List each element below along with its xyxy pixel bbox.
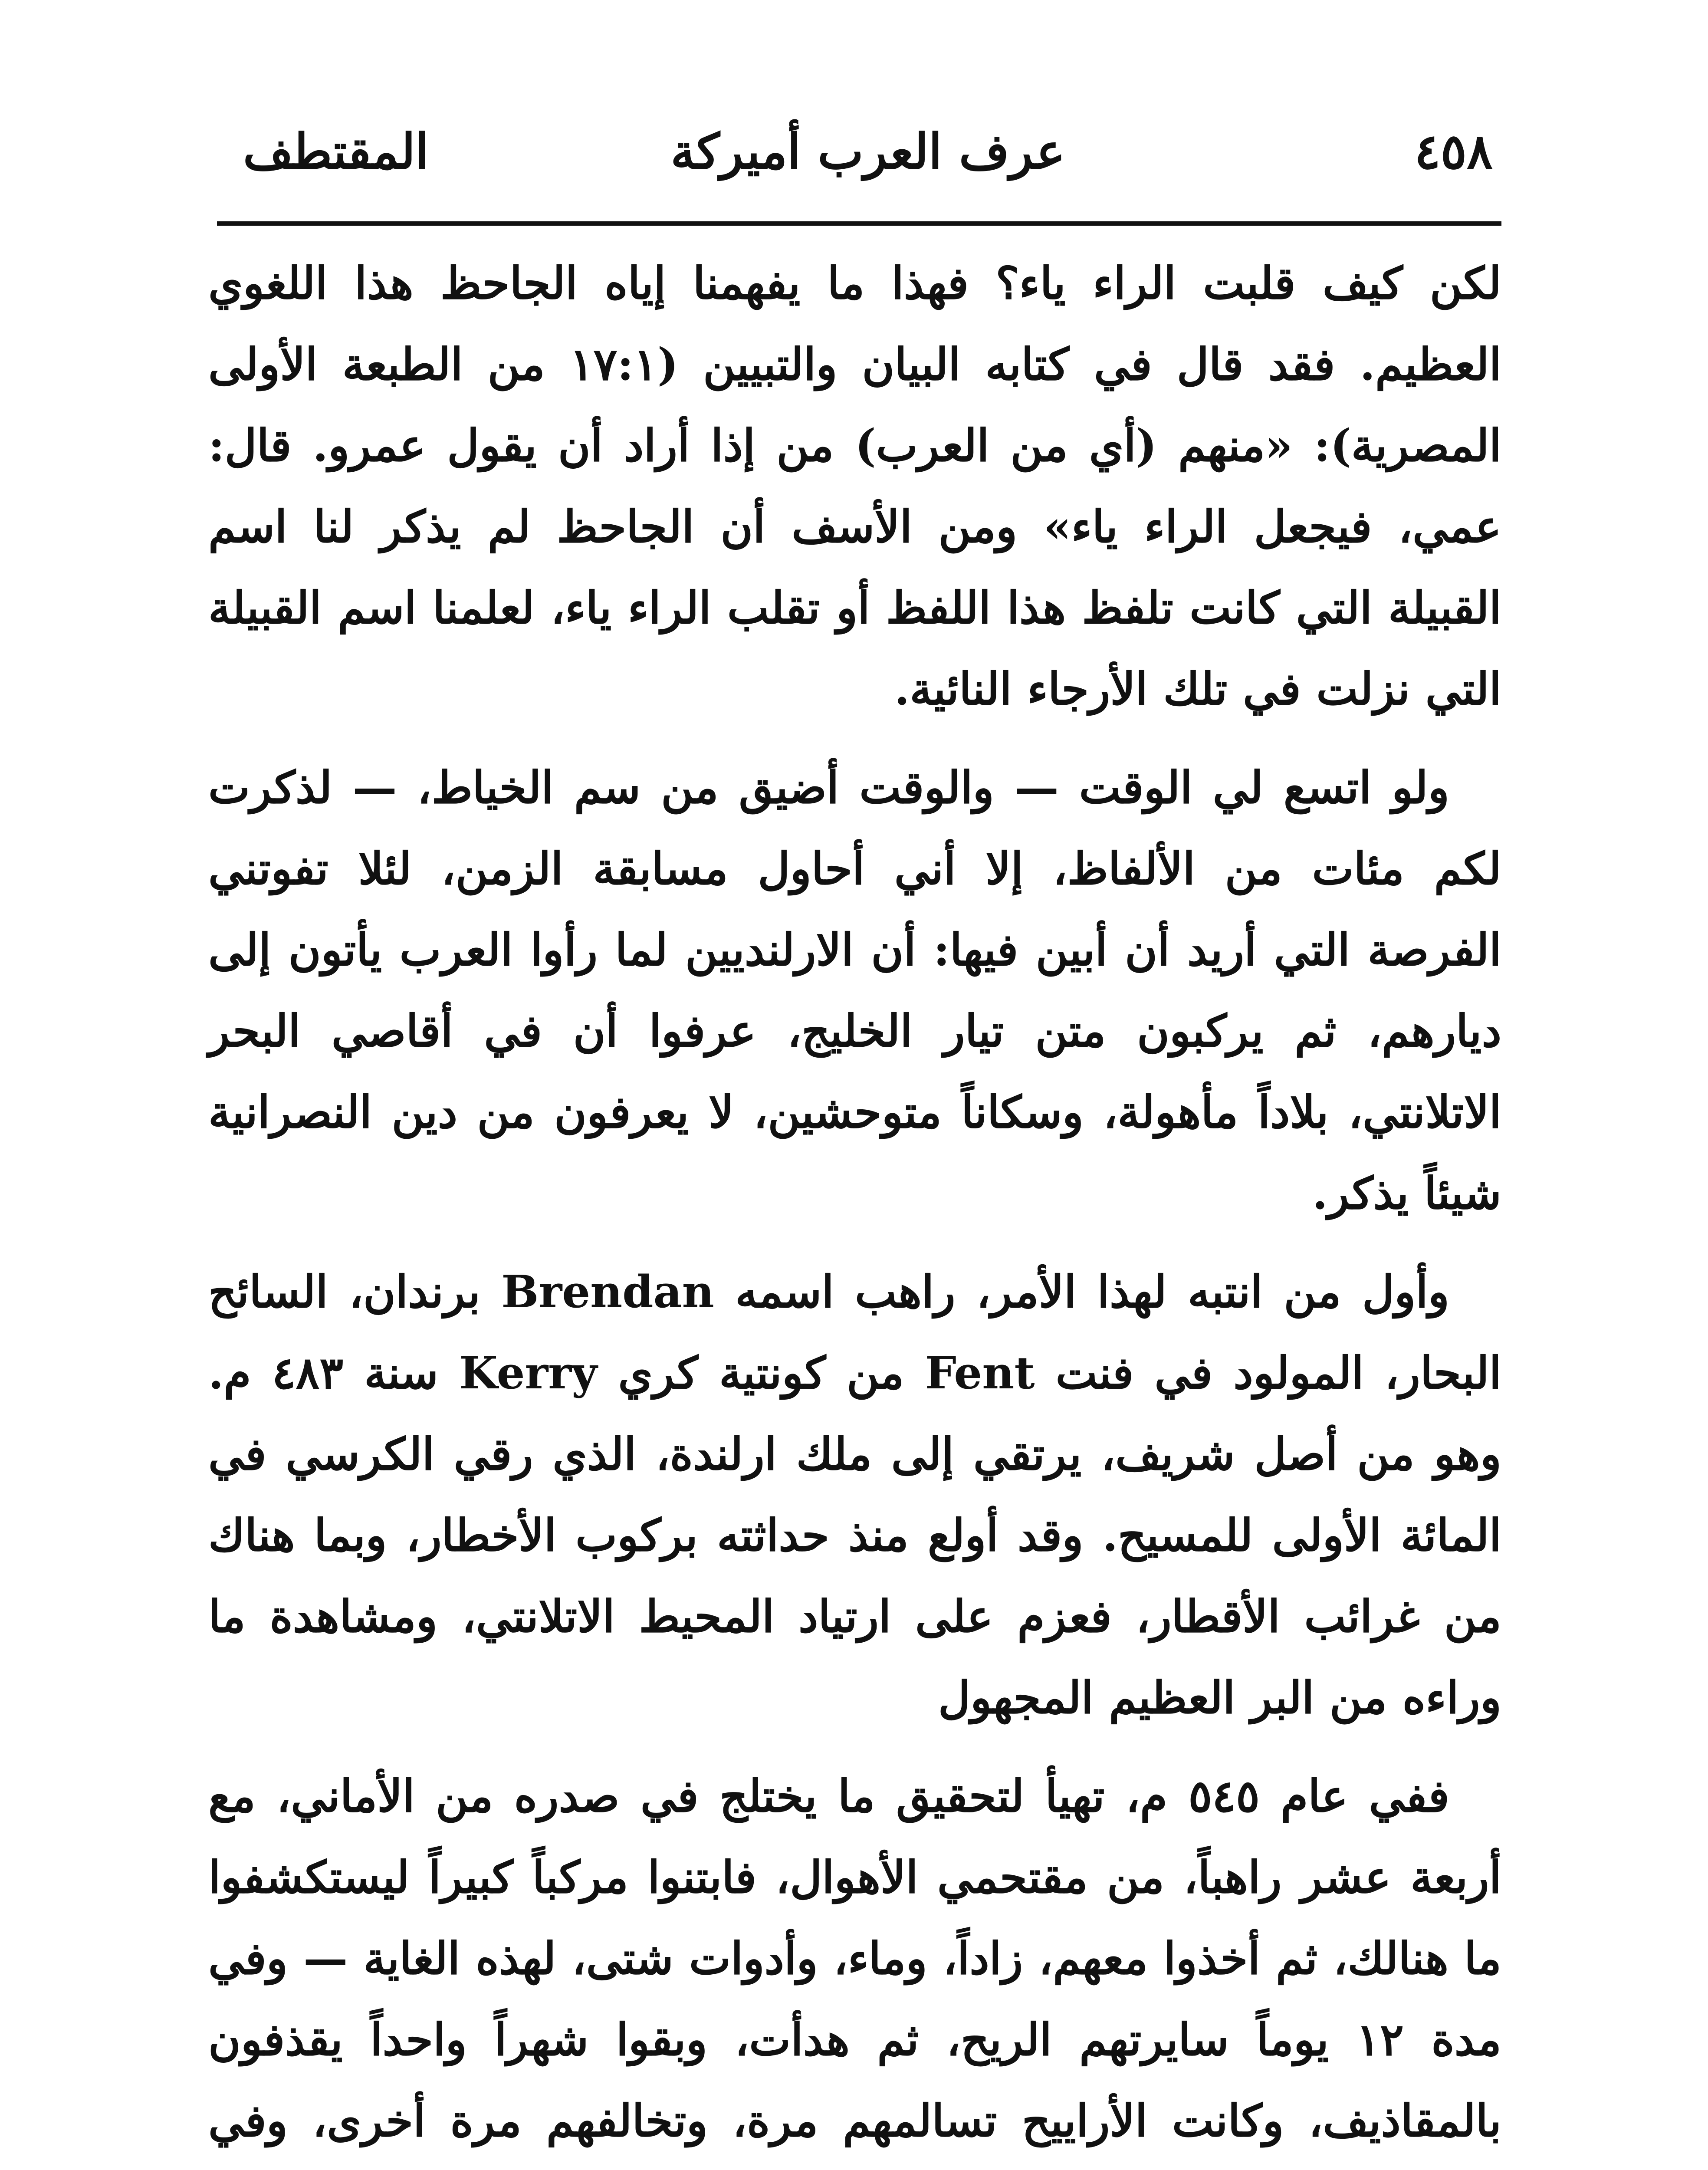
page-number: ٤٥٨ xyxy=(1414,123,1493,180)
paragraph-3: وأول من انتبه لهذا الأمر، راهب اسمه Brendan برندان، السائح البحار، المولود في فنت Fent من كونتية كري Kerry سنة ٤٨٣ م. وهو من أصل شريف، يرتقي إلى ملك ارلندة، الذي رقي الكرسي في المائة الأولى للمسيح. وقد أولع منذ حداثته بركوب الأخطار، وبما هناك من غرائب الأقطار، فعزم على ارتياد المحيط الاتلانتي، ومشاهدة ما وراءه من البر العظيم المجهول xyxy=(208,1266,1501,1724)
header-rule xyxy=(217,221,1501,226)
article-title: عرف العرب أميركة xyxy=(670,123,1065,180)
paragraph-1: لكن كيف قلبت الراء ياء؟ فهذا ما يفهمنا إياه الجاحظ هذا اللغوي العظيم. فقد قال في كتابه البيان والتبيين (١٧:١ من الطبعة الأولى المصرية): «منهم (أي من العرب) من إذا أراد أن يقول عمرو. قال: عمي، فيجعل الراء ياء» ومن الأسف أن الجاحظ لم يذكر لنا اسم القبيلة التي كانت تلفظ هذا اللفظ أو تقلب الراء ياء، لعلمنا اسم القبيلة التي نزلت في تلك الأرجاء النائية. xyxy=(208,257,1502,715)
paragraph-4: ففي عام ٥٤٥ م، تهيأ لتحقيق ما يختلج في صدره من الأماني، مع أربعة عشر راهباً، من مقتحمي الأهوال، فابتنوا مركباً كبيراً ليستكشفوا ما هنالك، ثم أخذوا معهم، زاداً، وماء، وأدوات شتى، لهذه الغاية — وفي مدة ١٢ يوماً سايرتهم الريح، ثم هدأت، وبقوا شهراً واحداً يقذفون بالمقاذيف، وكانت الأراييح تسالمهم مرة، وتخالفهم مرة أخرى، وفي xyxy=(208,1770,1501,2147)
paragraph-2: ولو اتسع لي الوقت — والوقت أضيق من سم الخياط، — لذكرت لكم مئات من الألفاظ، إلا أني أحاول مسابقة الزمن، لئلا تفوتني الفرصة التي أريد أن أبين فيها: أن الارلنديين لما رأوا العرب يأتون إلى ديارهم، ثم يركبون متن تيار الخليج، عرفوا أن في أقاصي البحر الاتلانتي، بلاداً مأهولة، وسكاناً متوحشين، لا يعرفون من دين النصرانية شيئاً يذكر. xyxy=(208,762,1501,1220)
article-body xyxy=(208,243,1501,2170)
journal-name: المقتطف xyxy=(243,123,429,180)
running-header xyxy=(243,113,1493,191)
